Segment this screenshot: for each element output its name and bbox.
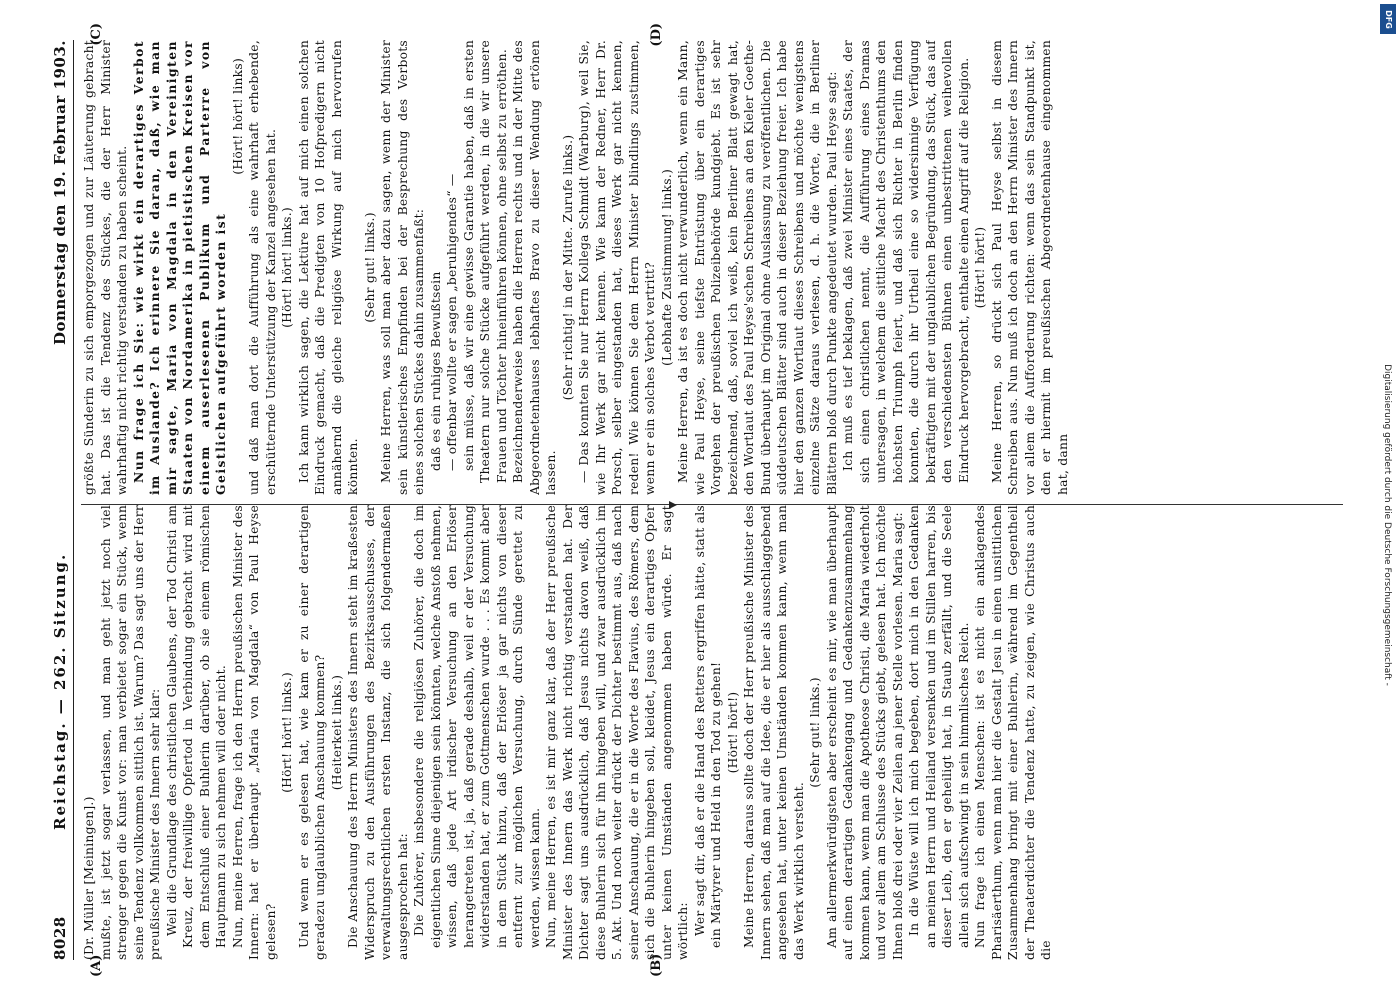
paragraph: Und wenn er es gelesen hat, wie kam er zu einer derartigen geradezu unglaublichen Anschauung kommen? (296, 505, 327, 960)
paragraph: Nun, meine Herren, es ist mir ganz klar, daß der Herr preußische Minister des Innern das Werk nicht richtig verstanden hat. Der Dichter sagt uns ausdrücklich, daß Jesus nichts davon weiß, daß diese Buhlerin sich für ihn hingeben will, und zwar ausdrücklich im 5. Akt. Und noch weiter drückt der Dichter bestimmt aus, daß nach seiner Anschauung, die er in die Worte des Flavius, des Römers, dem sich die Buhlerin hingeben soll, kleidet, Jesus ein derartiges Opfer unter keinen Umständen angenommen haben würde. Er sagt wörtlich: (543, 505, 690, 960)
column-divider (81, 504, 1343, 505)
document-page (49, 20, 1349, 980)
right-column (81, 40, 1343, 495)
session-date: Donnerstag den 19. Februar 1903. (50, 40, 69, 346)
quote: In die Wüste will ich mich begeben, dort mich in den Gedanken an meinen Herrn und Heiland versenken und im Stillen harren, bis dieser Leib, den er geheiligt hat, in Staub zerfällt, und die Seele allein sich aufschwingt in sein himmlisches Reich. (906, 505, 970, 948)
speaker-label: (Dr. Müller [Meiningen].) (81, 796, 96, 960)
digitization-watermark (1378, 0, 1396, 1000)
margin-mark-c: (C) (88, 23, 104, 46)
paragraph: Bezeichnenderweise haben die Herren rechts und in der Mitte des Abgeordnetenhauses lebhaftes Bravo zu dieser Wendung ertönen lassen. (510, 40, 558, 495)
margin-mark-a: (A) (88, 954, 104, 977)
interjection: (Sehr richtig! in der Mitte. Zurufe links.) (560, 134, 574, 401)
margin-mark-b: (B) (648, 953, 664, 977)
paragraph: Nun, meine Herren, frage ich den Herrn preußischen Minister des Innern: hat er überhaupt „Maria von Magdala“ von Paul Heyse gelesen? (230, 505, 277, 960)
paragraph: Meine Herren, was soll man aber dazu sagen, wenn der Minister sein künstlerisches Empfinden bei der Besprechung des Verbots eines solchen Stückes dahin zusammenfaßt: (378, 40, 426, 495)
quote: sein müsse, daß wir eine gewisse Garantie haben, daß in ersten Theatern nur solche Stücke aufgeführt werden, in die wir unsere Frauen und Töchter hineinführen können, ohne selbst zu erröthen. (461, 40, 508, 483)
paragraph: und daß man dort die Aufführung als eine wahrhaft erhebende, erschütternde Unterstützung der Kanzel angesehen hat. (246, 40, 277, 495)
running-title: Reichstag. — 262. Sitzung. (50, 552, 69, 830)
interjection: (Hört! hört! links) (230, 58, 244, 175)
page-header (51, 40, 75, 960)
paragraph: mußte, ist jetzt sogar verlassen, und man geht jetzt noch viel strenger gegen die Kunst vor: man verbietet sogar ein Stück, wenn seine Tendenz vollkommen sittlich ist. Warum? Das sagt uns der Herr preußische Minister des Innern sehr klar: (98, 505, 162, 960)
interjection: (Lebhafte Zustimmung! links.) (659, 168, 673, 367)
interjection: (Hört! hört! links.) (279, 672, 294, 793)
interjection: (Hört! hört!) (725, 691, 739, 774)
paragraph: Nun frage ich einen Menschen: ist es nicht ein anklagendes Pharisäerthum, wenn man hier die Gestalt Jesu in einen unsittlichen Zusammenhang bringt mit einer Buhlerin, während im Gegentheil der Theaterdichter die Tendenz hatte, zu zeigen, wie Christus auch die (972, 505, 1053, 960)
interjection: (Hört! hört! links.) (279, 207, 294, 328)
quote: Ich muß es tief beklagen, daß zwei Minister eines Staates, der sich einen christlichen nennt, die Aufführung eines Dramas untersagen, in welchem die sittliche Macht des Christenthums den höchsten Triumph feiert, und daß sich Richter in Berlin finden konnten, die durch ihr Urtheil eine so widersinnige Verfügung bekräftigten mit der unglaublichen Begründung, das Stück, das auf den verschiedensten Bühnen einen unbestrittenen weihevollen Eindruck hervorgebracht, enthalte einen Angriff auf die Religion. (840, 40, 970, 483)
interjection: (Heiterkeit links.) (329, 674, 343, 791)
divider-marker (669, 501, 677, 509)
paragraph: Ich kann wirklich sagen, die Lektüre hat auf mich einen solchen Eindruck gemacht, daß die Predigten von 10 Hofpredigern nicht annähernd die gleiche religiöse Wirkung auf mich hervorrufen könnten. (296, 40, 360, 495)
aside: — offenbar wollte er sagen „beruhigendes“ — (444, 173, 459, 471)
quote: Wer sagt dir, daß er die Hand des Retters ergriffen hätte, statt als ein Märtyrer und Held in den Tod zu gehen! (692, 505, 723, 948)
quote: daß es ein ruhiges Bewußtsein (428, 271, 442, 471)
paragraph: Nun frage ich Sie: wie wirkt ein derartiges Verbot im Auslande? Ich erinnere Sie daran, daß, wie man mir sagte, Maria von Magdala in den Vereinigten Staaten von Nordamerika in pietistischen Kreisen vor einem auserlesenen Publikum und Parterre von Geistlichen aufgeführt worden ist (130, 40, 228, 495)
header-rule (73, 40, 74, 960)
quote: Weil die Grundlage des christlichen Glaubens, der Tod Christi am Kreuz, der freiwillige Opfertod in Verbindung gebracht wird mit dem Entschluß einer Buhlerin darüber, ob sie einem römischen Hauptmann zu sich nehmen will oder nicht. (164, 505, 228, 948)
paragraph: Meine Herren, so drückt sich Paul Heyse selbst in diesem Schreiben aus. Nun muß ich doch an den Herrn Minister des Innern vor allem die Aufforderung richten: wenn das sein Standpunkt ist, den er hiermit im preußischen Abgeordnetenhause eingenommen hat, dann (989, 40, 1069, 495)
paragraph: Die Anschauung des Herrn Ministers des Innern steht im kraßesten Widerspruch zu den Ausführungen des Bezirksausschusses, der verwaltungsrechtlichen ersten Instanz, die sich folgendermaßen ausgesprochen hat: (345, 505, 409, 960)
paragraph: Meine Herren, daraus sollte doch der Herr preußische Minister des Innern sehen, daß man auf die Idee, die er hier als ausschlaggebend angesehen hat, unter keinen Umständen kommen kann, wenn man das Werk wirklich versteht. (741, 505, 805, 960)
watermark-text: Digitalisierung gefördert durch die Deutsche Forschungsgemeinschaft - (1382, 364, 1392, 686)
interjection: (Sehr gut! links.) (807, 677, 822, 788)
margin-mark-d: (D) (648, 23, 664, 47)
interjection: (Hört! hört!) (972, 226, 987, 309)
paragraph: größte Sünderin zu sich emporgezogen und zur Läuterung gebracht hat. Das ist die Tendenz des Stückes, die der Herr Minister wahrhaftig nicht richtig verstanden zu haben scheint. (81, 40, 129, 495)
quote: Die Zuhörer, insbesondere die religiösen Zuhörer, die doch im eigentlichen Sinne diejenigen sein könnten, welche Anstoß nehmen, wissen, daß jede Art irdischer Versuchung an den Erlöser herangetreten ist, ja, daß gerade deshalb, weil er der Versuchung widerstanden hat, er zum Gottmenschen wurde . . . Es kommt aber in dem Stück hinzu, daß der Erlöser ja gar nichts von dieser entfernt zur möglichen Versuchung, durch Sünde gerettet zu werden, wissen kann. (411, 505, 541, 948)
dfg-logo: DFG (1380, 4, 1396, 34)
left-column (81, 505, 1343, 960)
interjection: (Sehr gut! links.) (362, 212, 376, 323)
paragraph: Am allermerkwürdigsten aber erscheint es mir, wie man überhaupt auf einen derartigen Gedankengang und Gedankenzusammenhang kommen kann, wenn man die Apotheose Christi, die Maria wiederholt und vor allem am Schlusse des Stücks giebt, gelesen hat. Ich möchte Ihnen bloß drei oder vier Zeilen an jener Stelle vorlesen. Maria sagt: (824, 505, 904, 960)
page-number: 8028 (50, 916, 69, 960)
paragraph: — Das konnten Sie nur Herrn Kollega Schmidt (Warburg), weil Sie, wie Ihr Werk gar nicht kennen. Wie kann der Redner, Herr Dr. Porsch, selber eingestanden hat, dieses Werk gar nicht kennen, reden! Wie können Sie dem Herrn Minister blindlings zustimmen, wenn er ein solches Verbot vertritt? (576, 40, 657, 495)
paragraph: Meine Herren, da ist es doch nicht verwunderlich, wenn ein Mann, wie Paul Heyse, seine tiefste Entrüstung über ein derartiges Vorgehen der preußischen Polizeibehörde kundgiebt. Es ist sehr bezeichnend, daß, soviel ich weiß, kein Berliner Blatt gewagt hat, den Wortlaut des Paul Heyse'schen Schreibens an den Kieler Goethe-Bund überhaupt im Original ohne Auslassung zu veröffentlichen. Die süddeutschen Blätter sind auch in dieser Beziehung freier. Ich habe hier den ganzen Wortlaut dieses Schreibens und möchte wenigstens einzelne Sätze daraus verlesen, d. h. die Worte, die in Berliner Blättern bloß durch Punkte angedeutet wurden. Paul Heyse sagt: (675, 40, 838, 495)
